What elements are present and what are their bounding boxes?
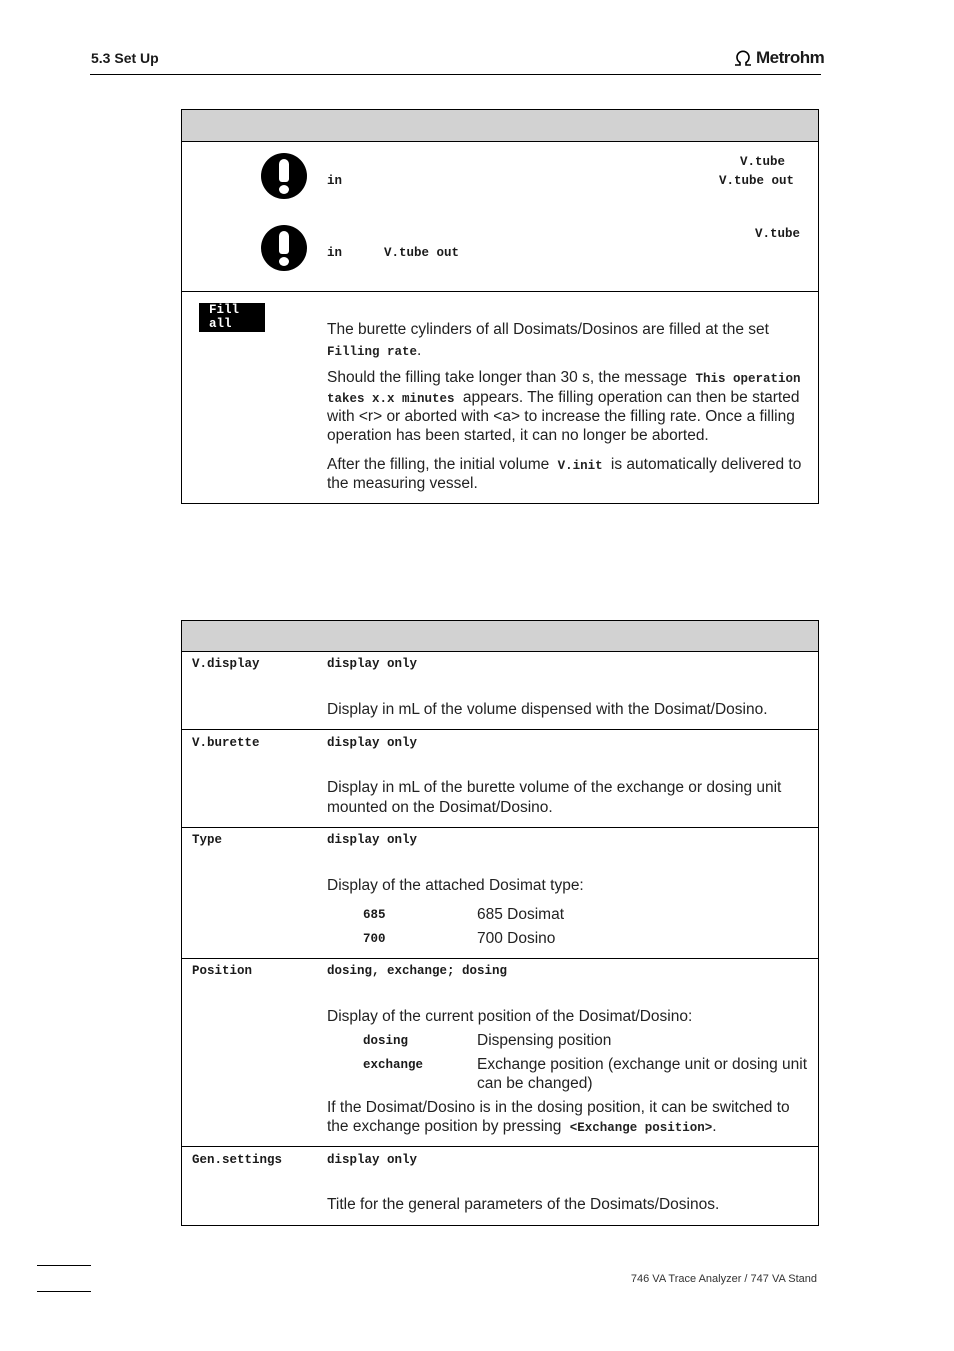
fill-desc-1b: [327, 341, 421, 363]
footer-rule: [37, 1265, 91, 1266]
section-heading: 5.3 Set Up: [91, 50, 159, 66]
text: the exchange position by pressing: [327, 1118, 562, 1135]
omega-icon: [733, 50, 753, 66]
param-note-position-2: [327, 1117, 717, 1139]
button-label-line1: Fill: [209, 303, 240, 317]
fill-desc-2d: operation has been started, it can no longer be aborted.: [327, 427, 709, 444]
metrohm-logo: [733, 48, 824, 68]
code-in: in: [327, 174, 343, 188]
code-v-tube-out: V.tube out: [384, 246, 460, 260]
footer-rule: [37, 1291, 91, 1292]
fill-desc-1: The burette cylinders of all Dosimats/Dosinos are filled at the set: [327, 321, 769, 338]
text: appears. The filling operation can then be started: [462, 389, 800, 406]
param-name-vburette: V.burette: [192, 736, 260, 750]
period: .: [712, 1118, 717, 1135]
attention-icon: [261, 225, 307, 271]
param-desc-vburette: Display in mL of the burette volume of the exchange or dosing unit: [327, 779, 782, 796]
table-header-bar: [182, 110, 818, 142]
code-v-tube: V.tube: [755, 227, 801, 241]
text: Should the filling take longer than 30 s, the message: [327, 369, 688, 386]
text: is automatically delivered to: [610, 456, 802, 473]
brand-name: Metrohm: [756, 48, 825, 67]
param-desc-type: Display of the attached Dosimat type:: [327, 877, 584, 894]
option-label: Dispensing position: [477, 1032, 612, 1049]
param-name-type: Type: [192, 833, 223, 847]
option-code: 685: [363, 908, 386, 922]
key-exchange-position: <Exchange position>: [569, 1121, 713, 1135]
row-divider: [182, 729, 818, 730]
param-name-vdisplay: V.display: [192, 657, 260, 671]
row-divider: [182, 827, 818, 828]
fill-all-button[interactable]: [199, 303, 265, 332]
code-takes-minutes: takes x.x minutes: [327, 392, 455, 406]
param-name-gensettings: Gen.settings: [192, 1153, 283, 1167]
text: After the filling, the initial volume: [327, 456, 550, 473]
header-rule: [90, 74, 821, 75]
option-code: exchange: [363, 1058, 424, 1072]
fill-desc-2c: with <r> or aborted with <a> to increase the filling rate. Once a filling: [327, 408, 795, 425]
code-this-operation: This operation: [695, 372, 801, 386]
row-divider: [182, 291, 818, 292]
code-v-tube-out: V.tube out: [719, 174, 795, 188]
code-v-tube: V.tube: [740, 155, 786, 169]
param-desc-gensettings: Title for the general parameters of the Dosimats/Dosinos.: [327, 1196, 720, 1213]
row-divider: [182, 1146, 818, 1147]
option-code: 700: [363, 932, 386, 946]
param-values-gensettings: display only: [327, 1153, 418, 1167]
param-values-vburette: display only: [327, 736, 418, 750]
button-label-line2: all: [209, 317, 232, 331]
footer-title: 746 VA Trace Analyzer / 747 VA Stand: [630, 1273, 817, 1285]
option-label: 700 Dosino: [477, 930, 556, 947]
param-desc-vburette-2: mounted on the Dosimat/Dosino.: [327, 799, 553, 816]
param-values-type: display only: [327, 833, 418, 847]
code-v-init: V.init: [557, 459, 603, 473]
row-divider: [182, 958, 818, 959]
fill-desc-2a: [327, 368, 801, 390]
table-header-bar: [182, 621, 818, 652]
param-values-vdisplay: display only: [327, 657, 418, 671]
period: .: [417, 342, 422, 359]
fill-desc-3b: the measuring vessel.: [327, 475, 478, 492]
code-filling-rate: Filling rate: [327, 345, 418, 359]
option-label: 685 Dosimat: [477, 906, 565, 923]
code-in: in: [327, 246, 343, 260]
param-desc-vdisplay: Display in mL of the volume dispensed with the Dosimat/Dosino.: [327, 701, 768, 718]
param-values-position: dosing, exchange; dosing: [327, 964, 508, 978]
option-label-cont: can be changed): [477, 1075, 593, 1092]
attention-icon: [261, 153, 307, 199]
param-desc-position: Display of the current position of the Dosimat/Dosino:: [327, 1008, 693, 1025]
param-note-position: If the Dosimat/Dosino is in the dosing position, it can be switched to: [327, 1099, 790, 1116]
option-code: dosing: [363, 1034, 409, 1048]
option-label: Exchange position (exchange unit or dosing unit: [477, 1056, 808, 1073]
param-name-position: Position: [192, 964, 253, 978]
